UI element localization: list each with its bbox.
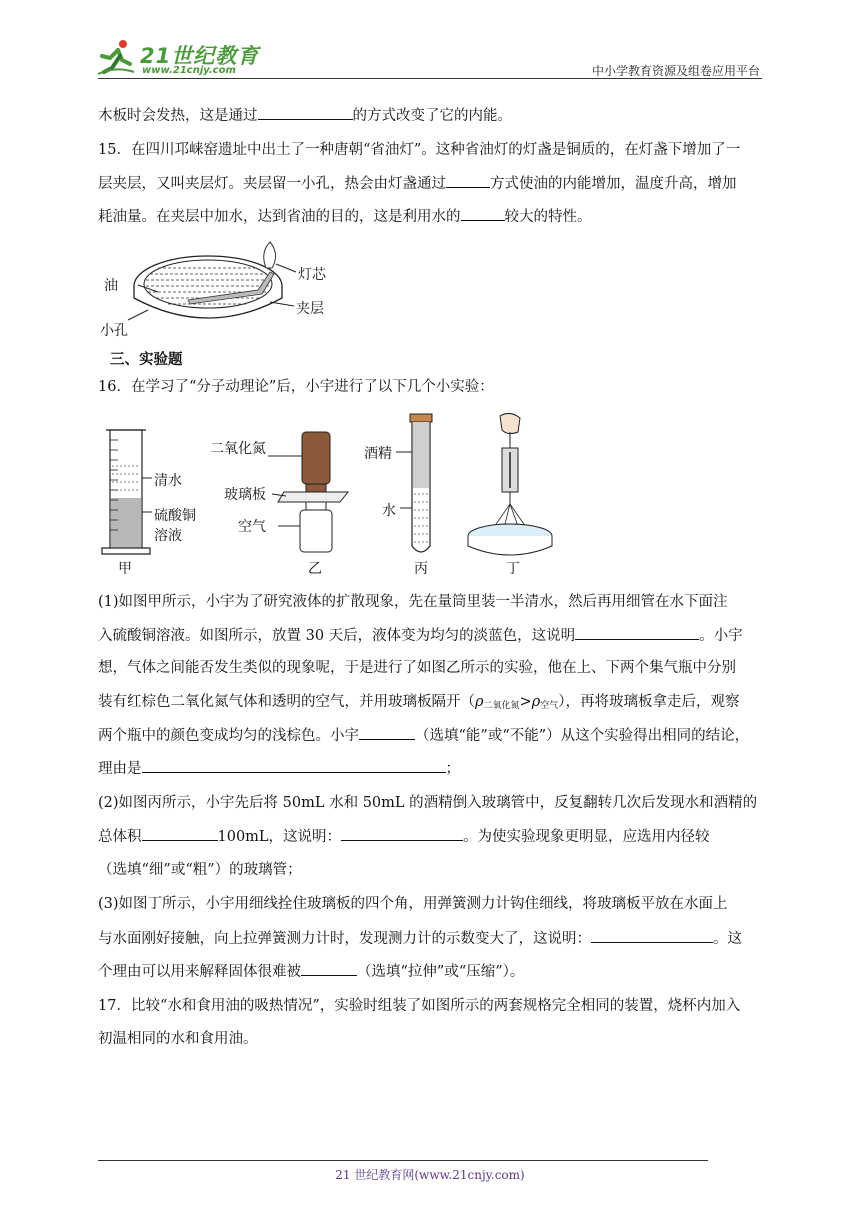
q16-intro: 16．在学习了“分子动理论”后，小宇进行了以下几个小实验： <box>98 379 494 395</box>
label-water: 水 <box>382 503 396 519</box>
q16-p3-l3-post: （选填“拉伸”或“压缩”）。 <box>357 964 525 980</box>
label-no2: 二氧化氮 <box>210 441 266 457</box>
label-hole: 小孔 <box>100 323 128 339</box>
label-cuso4-2: 溶液 <box>154 528 182 544</box>
platform-name: 中小学教育资源及组卷应用平台 <box>591 64 760 78</box>
gt-symbol: > <box>519 694 532 710</box>
q16-p2-l2-pre: 总体积 <box>98 829 142 845</box>
answer-blank[interactable] <box>461 206 505 221</box>
answer-blank[interactable] <box>341 826 463 841</box>
q16-p1-l4-post: ），再将玻璃板拿走后，观察 <box>558 694 740 710</box>
caption-bing: 丙 <box>414 561 428 577</box>
q16-p1-line-2 <box>98 625 764 646</box>
rho-sub-1: 二氧化氮 <box>483 701 520 711</box>
header-rule <box>98 78 762 79</box>
logo-title: 21世纪教育 <box>140 44 260 68</box>
q16-p1-l4-pre: 装有红棕色二氧化氮气体和透明的空气，并用玻璃板隔开（ <box>98 694 475 710</box>
answer-blank[interactable] <box>142 826 218 841</box>
q16-p3-line-3 <box>98 961 764 982</box>
label-cuso4-1: 硫酸铜 <box>154 508 196 524</box>
q16-p1-l6-pre: 理由是 <box>98 761 142 777</box>
q15-line-2 <box>98 173 764 194</box>
q16-p3-l2-post: 。这 <box>713 931 742 947</box>
q16-p1-l5-post: （选填“能”或“不能”）从这个实验得出相同的结论， <box>415 728 750 744</box>
q16-p1-line-5 <box>98 725 764 746</box>
q15-l3-post: 较大的特性。 <box>504 209 592 225</box>
q16-p1-line-4 <box>98 692 764 716</box>
footer-text: 21 世纪教育网(www.21cnjy.com) <box>335 1168 525 1182</box>
q17-line-2: 初温相同的水和食用油。 <box>98 1031 258 1047</box>
q16-p3-l3-pre: 个理由可以用来解释固体很难被 <box>98 964 301 980</box>
q16-p1-l6-post: ； <box>445 761 460 777</box>
oil-lamp-diagram <box>98 238 348 344</box>
q16-p2-l2-mid: 100mL，这说明： <box>217 829 342 845</box>
answer-blank[interactable] <box>258 105 353 120</box>
oil-lamp-figure <box>98 238 348 344</box>
q16-p2-line-1: (2)如图丙所示，小宇先后将 50mL 水和 50mL 的酒精倒入玻璃管中，反复翻转几次后发现水和酒精的 <box>98 795 758 811</box>
label-alcohol: 酒精 <box>364 446 392 462</box>
q17-line-1: 17．比较“水和食用油的吸热情况”，实验时组装了如图所示的两套规格完全相同的装置，烧杯内加入 <box>98 998 741 1014</box>
caption-yi: 乙 <box>308 561 322 577</box>
q15-l2-pre: 层夹层，又叫夹层灯。夹层留一小孔，热会由灯盏通过 <box>98 176 446 192</box>
answer-blank[interactable] <box>591 928 713 943</box>
experiment-diagrams <box>98 408 578 578</box>
logo-url: www.21cnjy.com <box>142 65 236 76</box>
q16-p1-line-6 <box>98 758 764 779</box>
answer-blank[interactable] <box>359 725 415 740</box>
label-clear-water: 清水 <box>154 473 182 489</box>
answer-blank[interactable] <box>142 758 446 773</box>
footer-rule <box>98 1160 708 1161</box>
q14-pre: 木板时会发热，这是通过 <box>98 108 258 124</box>
q15-l2-post: 方式使油的内能增加，温度升高，增加 <box>490 176 737 192</box>
label-oil: 油 <box>104 278 118 294</box>
q16-p1-line-1: (1)如图甲所示，小宇为了研究液体的扩散现象，先在量筒里装一半清水，然后再用细管在水下面注 <box>98 594 728 610</box>
section-title: 三、实验题 <box>110 352 183 368</box>
label-air: 空气 <box>238 519 266 535</box>
runner-icon <box>96 38 136 76</box>
q16-p1-l5-pre: 两个瓶中的颜色变成均匀的浅棕色。小宇 <box>98 728 359 744</box>
logo <box>96 38 266 78</box>
q16-p3-line-1: (3)如图丁所示，小宇用细线拴住玻璃板的四个角，用弹簧测力计钩住细线，将玻璃板平放在水面上 <box>98 896 728 912</box>
label-glass-plate: 玻璃板 <box>224 487 266 503</box>
rho-symbol: ρ <box>531 694 541 710</box>
q16-p3-line-2 <box>98 928 764 949</box>
rho-symbol: ρ <box>475 694 484 710</box>
rho-sub-2: 空气 <box>540 701 559 711</box>
q16-p3-l2-pre: 与水面刚好接触，向上拉弹簧测力计时，发现测力计的示数变大了，这说明： <box>98 931 591 947</box>
caption-ding: 丁 <box>506 561 520 577</box>
answer-blank[interactable] <box>575 625 699 640</box>
caption-jia: 甲 <box>118 561 132 577</box>
q14-post: 的方式改变了它的内能。 <box>352 108 512 124</box>
label-wick: 灯芯 <box>298 267 326 283</box>
q16-p2-l2-post: 。为使实验现象更明显，应选用内径较 <box>463 829 710 845</box>
answer-blank[interactable] <box>446 173 490 188</box>
q15-line-1: 15．在四川邛崃窑遗址中出土了一种唐朝“省油灯”。这种省油灯的灯盏是铜质的，在灯盏下增加了一 <box>98 142 741 158</box>
q15-l3-pre: 耗油量。在夹层中加水，达到省油的目的，这是利用水的 <box>98 209 461 225</box>
q14-line <box>98 105 764 126</box>
q16-p1-l2-pre: 入硫酸铜溶液。如图所示，放置 30 天后，液体变为均匀的淡蓝色，这说明 <box>98 628 576 644</box>
label-layer: 夹层 <box>296 301 324 317</box>
answer-blank[interactable] <box>301 961 357 976</box>
q15-line-3 <box>98 206 764 227</box>
q16-p2-line-2 <box>98 826 764 847</box>
q16-p1-line-3: 想，气体之间能否发生类似的现象呢，于是进行了如图乙所示的实验，他在上、下两个集气瓶中分别 <box>98 660 736 676</box>
q16-p2-line-3: （选填“细”或“粗”）的玻璃管； <box>98 862 302 878</box>
q16-figures <box>98 408 578 578</box>
q16-p1-l2-post: 。小宇 <box>699 628 743 644</box>
